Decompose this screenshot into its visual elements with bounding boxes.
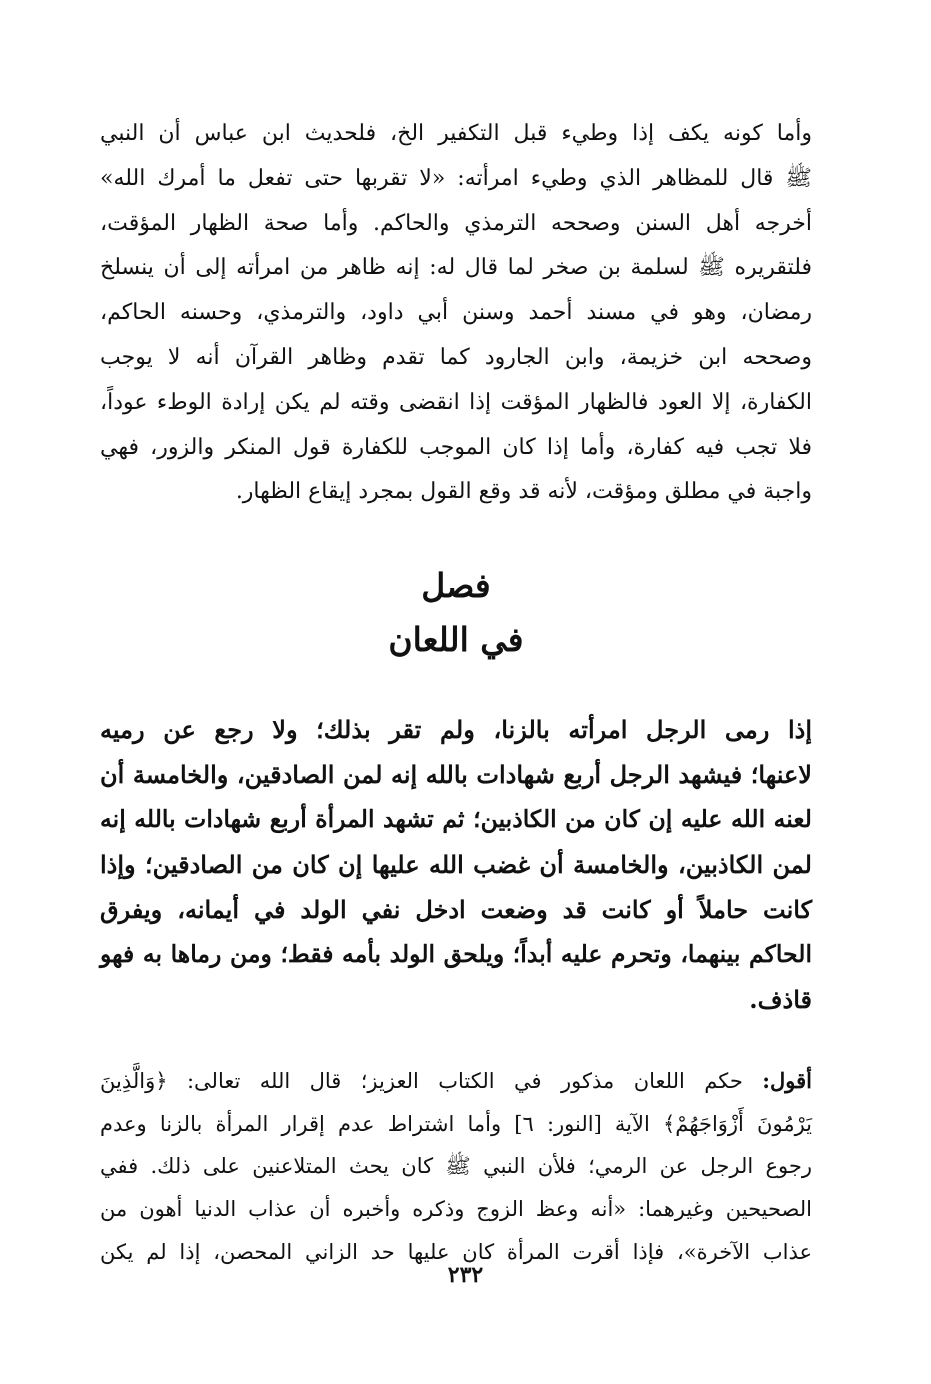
matn-line: لعنه الله عليه إن كان من الكاذبين؛ ثم تشهد المرأة أربع شهادات بالله إنه xyxy=(100,805,812,834)
matn-paragraph xyxy=(100,707,812,1022)
commentary-line: رجوع الرجل عن الرمي؛ فلأن النبي ﷺ كان يحث المتلاعنين على ذلك. ففي xyxy=(100,1154,812,1179)
matn-line: كانت حاملاً أو كانت قد وضعت ادخل نفي الولد في أيمانه، ويفرق xyxy=(100,895,813,925)
commentary-line: يَرْمُونَ أَزْوَاجَهُمْ﴾ الآية [النور: ٦] وأما اشتراط عدم إقرار المرأة بالزنا وعدم xyxy=(100,1111,813,1136)
commentary-line: الصحيحين وغيرهما: «أنه وعظ الزوج وذكره وأخبره أن عذاب الدنيا أهون من xyxy=(100,1196,812,1221)
intro-line: وأما كونه يكف إذا وطيء قبل التكفير الخ، فلحديث ابن عباس أن النبي xyxy=(100,121,812,146)
matn-line: لاعنها؛ فيشهد الرجل أربع شهادات بالله إنه لمن الصادقين، والخامسة أن xyxy=(100,760,812,790)
section-title: فصل xyxy=(421,566,491,606)
commentary-line: عذاب الآخرة»، فإذا أقرت المرأة كان عليها حد الزاني المحصن، إذا لم يكن xyxy=(100,1239,812,1264)
page-body xyxy=(100,112,812,1273)
intro-line: فلتقريره ﷺ لسلمة بن صخر لما قال له: إنه ظاهر من امرأته إلى أن ينسلخ xyxy=(100,255,812,281)
matn-line: لمن الكاذبين، والخامسة أن غضب الله عليها إن كان من الصادقين؛ وإذا xyxy=(100,850,812,880)
intro-paragraph xyxy=(100,112,812,515)
matn-line: الحاكم بينهما، وتحرم عليه أبداً؛ ويلحق الولد بأمه فقط؛ ومن رماها به فهو xyxy=(100,940,812,969)
matn-line: قاذف. xyxy=(749,985,812,1015)
intro-line: ﷺ قال للمظاهر الذي وطيء امرأته: «لا تقربها حتى تفعل ما أمرك الله» xyxy=(100,165,812,191)
intro-line: أخرجه أهل السنن وصححه الترمذي والحاكم. وأما صحة الظهار المؤقت، xyxy=(100,210,812,236)
commentary-first-line xyxy=(100,1060,812,1103)
section-heading xyxy=(100,559,812,667)
page-number: ٢٣٢ xyxy=(447,1262,484,1288)
commentary-first-line-text: حكم اللعان مذكور في الكتاب العزيز؛ قال الله تعالى: ﴿وَالَّذِينَ xyxy=(100,1069,763,1094)
intro-line: فلا تجب فيه كفارة، وأما إذا كان الموجب للكفارة قول المنكر والزور، فهي xyxy=(100,434,812,460)
matn-line: إذا رمى الرجل امرأته بالزنا، ولم تقر بذلك؛ ولا رجع عن رميه xyxy=(100,715,812,745)
commentary-paragraph xyxy=(100,1060,812,1273)
section-subtitle: في اللعان xyxy=(388,620,524,660)
intro-line: الكفارة، إلا العود فالظهار المؤقت إذا انقضى وقته لم يكن إرادة الوطء عوداً، xyxy=(100,389,812,415)
intro-line: رمضان، وهو في مسند أحمد وسنن أبي داود، والترمذي، وحسنه الحاكم، xyxy=(100,300,812,326)
commentary-lead-word: أقول: xyxy=(762,1068,812,1094)
intro-line: وصححه ابن خزيمة، وابن الجارود كما تقدم وظاهر القرآن أنه لا يوجب xyxy=(100,344,812,370)
intro-line: واجبة في مطلق ومؤقت، لأنه قد وقع القول بمجرد إيقاع الظهار. xyxy=(235,479,812,505)
